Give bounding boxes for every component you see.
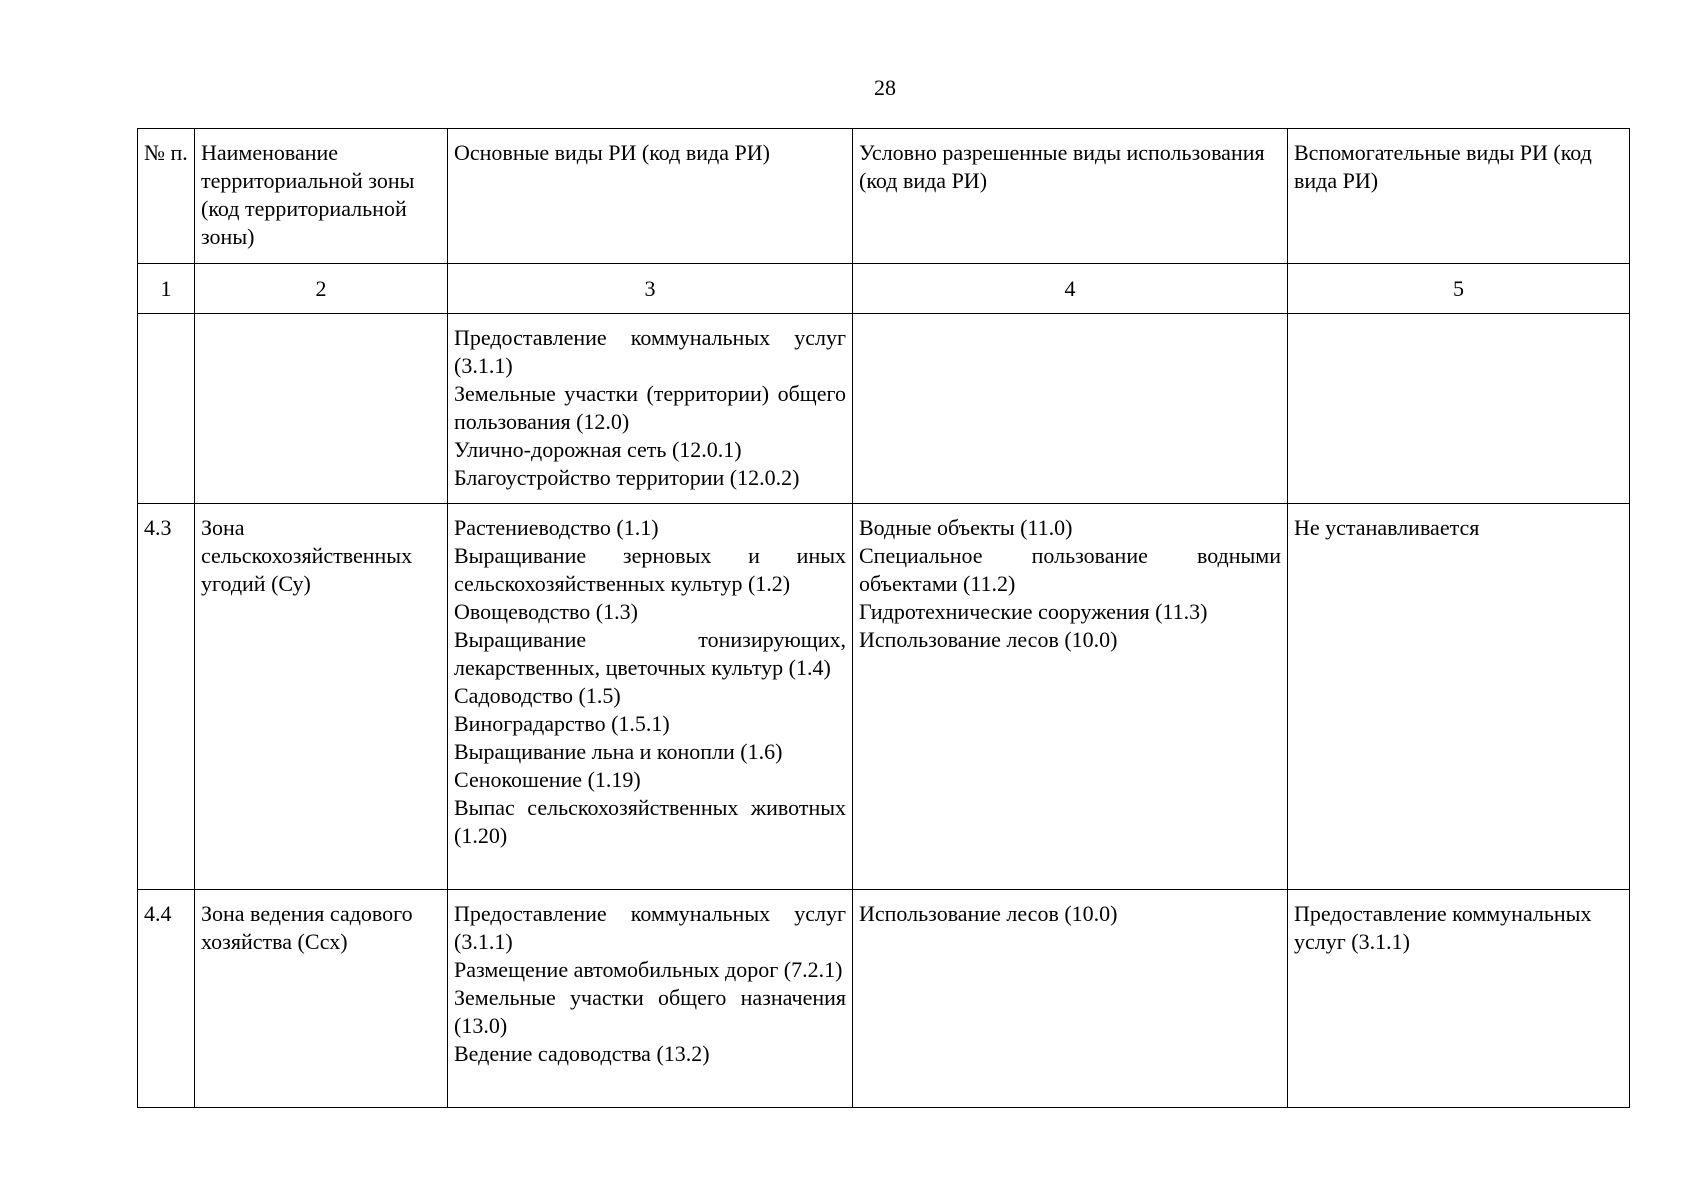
use-item: Выращивание тонизирующих, лекарственных, цветочных культур (1.4) bbox=[454, 627, 846, 680]
main-uses-cell bbox=[448, 314, 853, 504]
use-item: Садоводство (1.5) bbox=[454, 683, 621, 708]
use-item: Виноградарство (1.5.1) bbox=[454, 711, 670, 736]
use-item: Земельные участки общего назначения (13.0) bbox=[454, 985, 846, 1038]
use-item: Предоставление коммунальных услуг (3.1.1) bbox=[454, 901, 846, 954]
column-number: 5 bbox=[1288, 264, 1630, 314]
zone-name bbox=[195, 314, 448, 504]
use-item: Овощеводство (1.3) bbox=[454, 599, 638, 624]
column-number: 2 bbox=[195, 264, 448, 314]
main-uses-cell bbox=[448, 504, 853, 890]
use-item: Благоустройство территории (12.0.2) bbox=[454, 465, 800, 490]
conditional-uses-cell bbox=[853, 314, 1288, 504]
header-conditional-uses: Условно разрешенные виды использования (код вида РИ) bbox=[853, 129, 1288, 264]
column-number: 3 bbox=[448, 264, 853, 314]
use-item: Размещение автомобильных дорог (7.2.1) bbox=[454, 957, 843, 982]
row-number: 4.3 bbox=[138, 504, 195, 890]
use-item: Специальное пользование водными объектами (11.2) bbox=[859, 543, 1281, 596]
use-item: Выпас сельскохозяйственных животных (1.20) bbox=[454, 795, 846, 848]
conditional-uses-cell bbox=[853, 890, 1288, 1108]
auxiliary-uses-cell bbox=[1288, 504, 1630, 890]
auxiliary-uses-cell bbox=[1288, 314, 1630, 504]
use-item: Использование лесов (10.0) bbox=[859, 901, 1118, 926]
use-item: Улично-дорожная сеть (12.0.1) bbox=[454, 437, 742, 462]
auxiliary-uses-cell bbox=[1288, 890, 1630, 1108]
conditional-uses-cell bbox=[853, 504, 1288, 890]
use-item: Гидротехнические сооружения (11.3) bbox=[859, 599, 1208, 624]
table-row bbox=[138, 890, 1630, 1108]
table-header-row bbox=[138, 129, 1630, 264]
use-item: Предоставление коммунальных услуг (3.1.1) bbox=[454, 325, 846, 378]
use-item: Земельные участки (территории) общего пользования (12.0) bbox=[454, 381, 846, 434]
use-item: Сенокошение (1.19) bbox=[454, 767, 641, 792]
use-item: Водные объекты (11.0) bbox=[859, 515, 1073, 540]
zones-table bbox=[137, 128, 1630, 1108]
main-uses-cell bbox=[448, 890, 853, 1108]
column-numbering-row bbox=[138, 264, 1630, 314]
table-row bbox=[138, 314, 1630, 504]
column-number: 1 bbox=[138, 264, 195, 314]
header-main-uses: Основные виды РИ (код вида РИ) bbox=[448, 129, 853, 264]
header-zone-name: Наименование территориальной зоны (код территориальной зоны) bbox=[195, 129, 448, 264]
use-item: Растениеводство (1.1) bbox=[454, 515, 659, 540]
use-item: Не устанавливается bbox=[1294, 515, 1480, 540]
use-item: Выращивание льна и конопли (1.6) bbox=[454, 739, 783, 764]
zone-name: Зона ведения садового хозяйства (Ссх) bbox=[195, 890, 448, 1108]
use-item: Ведение садоводства (13.2) bbox=[454, 1041, 710, 1066]
row-number bbox=[138, 314, 195, 504]
table-row bbox=[138, 504, 1630, 890]
page-number: 28 bbox=[874, 75, 896, 100]
use-item: Выращивание зерновых и иных сельскохозяйственных культур (1.2) bbox=[454, 543, 846, 596]
column-number: 4 bbox=[853, 264, 1288, 314]
zone-name: Зона сельскохозяйственных угодий (Су) bbox=[195, 504, 448, 890]
use-item: Использование лесов (10.0) bbox=[859, 627, 1118, 652]
header-number: № п. bbox=[138, 129, 195, 264]
row-number: 4.4 bbox=[138, 890, 195, 1108]
header-auxiliary-uses: Вспомогательные виды РИ (код вида РИ) bbox=[1288, 129, 1630, 264]
use-item: Предоставление коммунальных услуг (3.1.1) bbox=[1294, 901, 1592, 954]
